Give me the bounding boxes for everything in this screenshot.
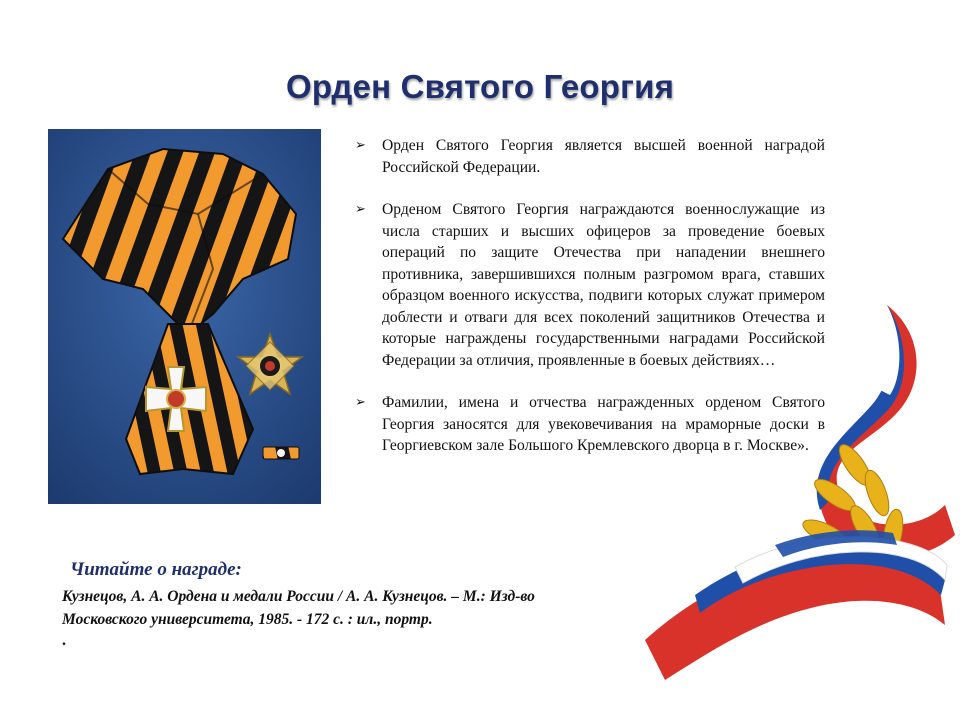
read-about-label: Читайте о награде: bbox=[70, 559, 242, 580]
bullet-text: Орденом Святого Георгия награждаются военнослужащие из числа старших и высших офицеров за проведение боевых операций по защите Отечества при нападении внешнего противника, завершившихся полным разгромом врага, ставших образцом военного искусства, подвиги которых служат примером доблести и отваги для всех поколений защитников Отечества и которые награждены государственными наградами Российской Федерации за отличия, проявленные в боевых действиях… bbox=[382, 201, 825, 369]
arrow-bullet-icon: ➢ bbox=[355, 395, 366, 410]
slide-title: Орден Святого Георгия bbox=[285, 68, 675, 105]
arrow-bullet-icon: ➢ bbox=[355, 202, 366, 217]
flag-ribbon-decoration bbox=[625, 295, 960, 685]
bullet-text: Орден Святого Георгия является высшей военной наградой Российской Федерации. bbox=[382, 137, 825, 176]
citation-end-dot: . bbox=[62, 632, 66, 649]
bullet-text: Фамилии, имена и отчества награжденных орденом Святого Георгия заносятся для увековечивания на мраморные доски в Георгиевском зале Большого Кремлевского дворца в г. Москве». bbox=[382, 394, 825, 454]
book-citation: Кузнецов, А. А. Ордена и медали России / А. А. Кузнецов. – М.: Изд-во Московского университета, 1985. - 172 с. : ил., портр. bbox=[62, 588, 535, 628]
order-photo bbox=[48, 129, 321, 504]
bullet-item bbox=[355, 135, 825, 178]
arrow-bullet-icon: ➢ bbox=[355, 138, 366, 153]
